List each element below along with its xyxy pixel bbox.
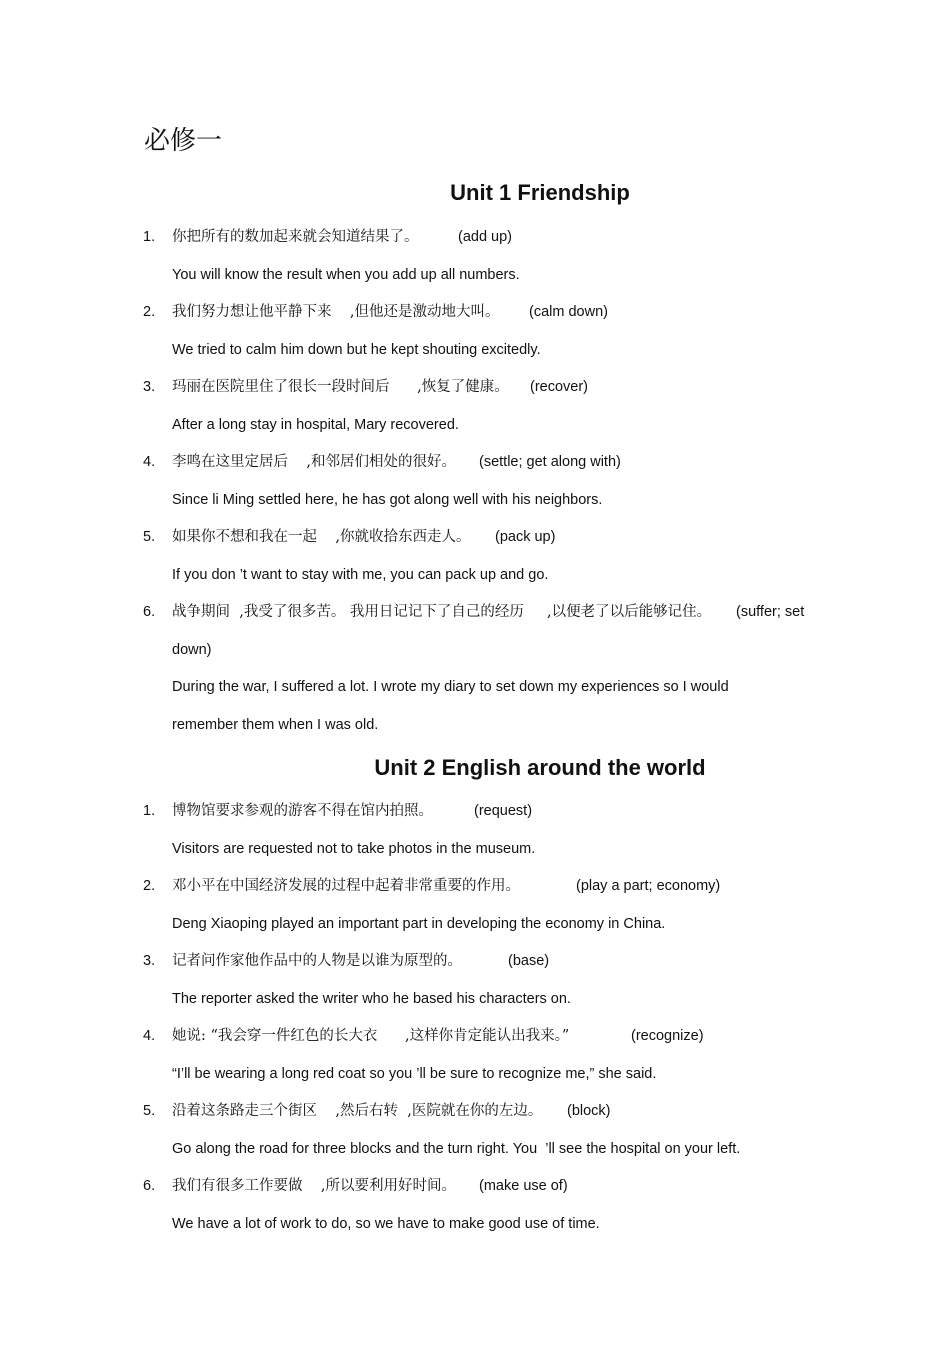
item-chinese-sentence: 战争期间 ,我受了很多苦。 我用日记记下了自己的经历 ,以便老了以后能够记住。 (172, 604, 712, 620)
item-keyword-hint: (request) (474, 803, 533, 819)
item-keyword-hint: (settle; get along with) (479, 454, 621, 470)
item-keyword-hint: (block) (567, 1103, 611, 1119)
item-english-translation: Go along the road for three blocks and the turn right. You ’ll see the hospital on your left. (172, 1140, 741, 1157)
item-keyword-hint-continued: down) (172, 641, 212, 658)
item-english-translation: If you don ’t want to stay with me, you can pack up and go. (172, 566, 549, 583)
item-number: 3. (143, 379, 156, 395)
item-chinese-sentence: 邓小平在中国经济发展的过程中起着非常重要的作用。 (172, 878, 520, 894)
item-keyword-hint: (add up) (458, 229, 513, 245)
item-english-translation: You will know the result when you add up all numbers. (172, 266, 520, 283)
item-english-translation: remember them when I was old. (172, 716, 379, 733)
item-number: 4. (143, 1028, 156, 1044)
item-number: 6. (143, 1178, 156, 1194)
item-english-translation: Since li Ming settled here, he has got along well with his neighbors. (172, 491, 603, 508)
item-english-translation: Visitors are requested not to take photos in the museum. (172, 840, 536, 857)
item-keyword-hint: (base) (508, 953, 550, 969)
item-chinese-sentence: 我们努力想让他平静下来 ,但他还是激动地大叫。 (172, 304, 500, 320)
item-number: 2. (143, 304, 156, 320)
unit-2-title: Unit 2 English around the world (374, 755, 706, 780)
item-keyword-hint: (make use of) (479, 1178, 568, 1194)
item-chinese-sentence: 沿着这条路走三个街区 ,然后右转 ,医院就在你的左边。 (172, 1103, 543, 1119)
item-chinese-sentence: 我们有很多工作要做 ,所以要利用好时间。 (172, 1178, 457, 1194)
item-keyword-hint: (suffer; set (736, 604, 805, 620)
item-chinese-sentence: 玛丽在医院里住了很长一段时间后 ,恢复了健康。 (172, 379, 509, 395)
item-english-translation: The reporter asked the writer who he based his characters on. (172, 990, 571, 1007)
unit-1-title: Unit 1 Friendship (450, 180, 630, 205)
item-keyword-hint: (play a part; economy) (576, 878, 721, 894)
item-number: 3. (143, 953, 156, 969)
item-number: 5. (143, 1103, 156, 1119)
item-keyword-hint: (calm down) (529, 304, 608, 320)
item-english-translation: After a long stay in hospital, Mary recovered. (172, 416, 459, 433)
item-keyword-hint: (recognize) (631, 1028, 704, 1044)
item-chinese-sentence: 记者问作家他作品中的人物是以谁为原型的。 (172, 953, 462, 969)
page-heading: 必修一 (144, 126, 223, 156)
item-english-translation: During the war, I suffered a lot. I wrote my diary to set down my experiences so I would (172, 679, 729, 695)
item-chinese-sentence: 李鸣在这里定居后 ,和邻居们相处的很好。 (172, 454, 457, 470)
item-english-translation: “I’ll be wearing a long red coat so you ’ll be sure to recognize me,” she said. (172, 1065, 657, 1082)
item-number: 5. (143, 529, 156, 545)
item-english-translation: Deng Xiaoping played an important part in developing the economy in China. (172, 915, 666, 932)
item-english-translation: We tried to calm him down but he kept shouting excitedly. (172, 341, 541, 358)
item-number: 1. (143, 229, 156, 245)
item-english-translation: We have a lot of work to do, so we have to make good use of time. (172, 1215, 600, 1232)
item-chinese-sentence: 如果你不想和我在一起 ,你就收拾东西走人。 (172, 529, 471, 545)
item-number: 6. (143, 604, 156, 620)
item-chinese-sentence: 她说: “我会穿一件红色的长大衣 ,这样你肯定能认出我来。” (172, 1028, 570, 1044)
item-keyword-hint: (recover) (530, 379, 589, 395)
item-chinese-sentence: 博物馆要求参观的游客不得在馆内拍照。 (172, 803, 433, 819)
item-chinese-sentence: 你把所有的数加起来就会知道结果了。 (172, 229, 419, 245)
item-number: 1. (143, 803, 156, 819)
item-number: 4. (143, 454, 156, 470)
item-number: 2. (143, 878, 156, 894)
item-keyword-hint: (pack up) (495, 529, 556, 545)
